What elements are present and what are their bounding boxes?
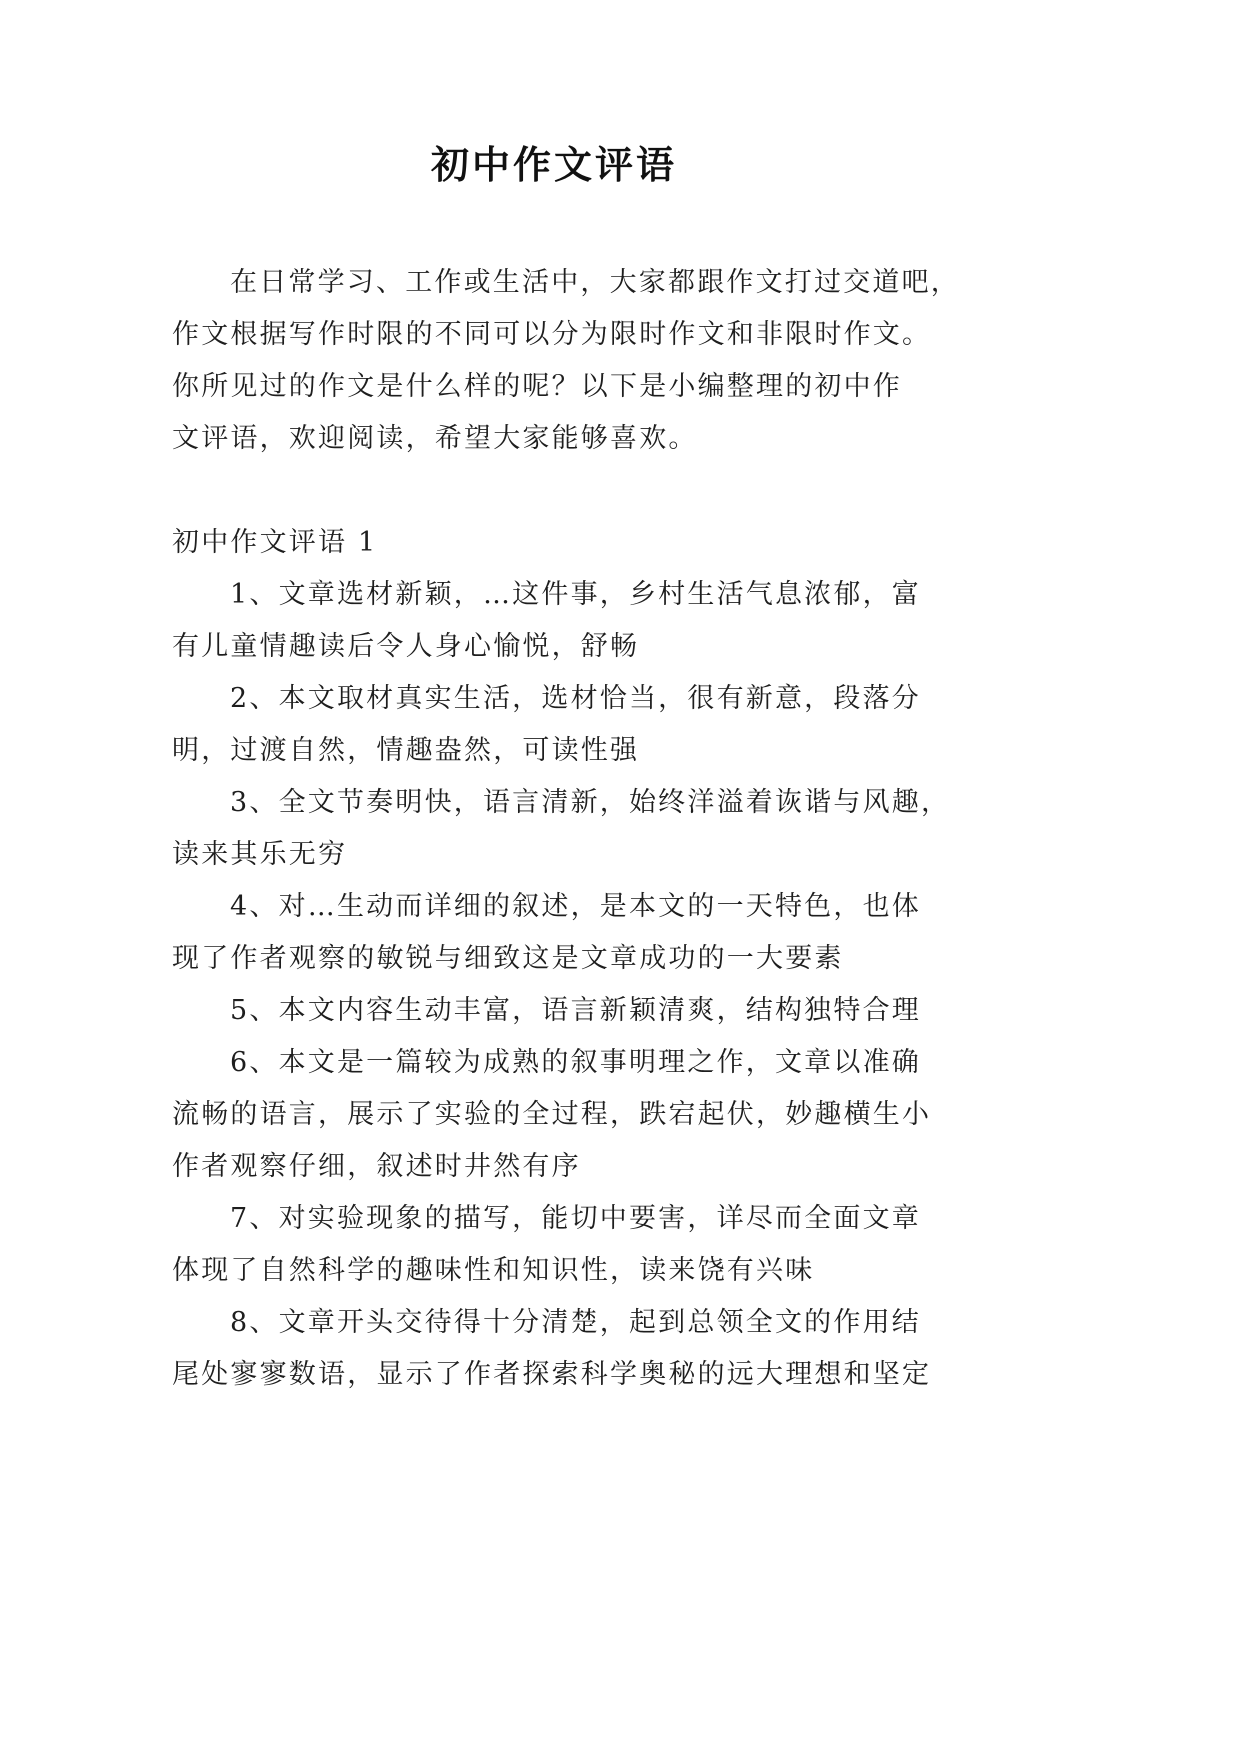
comment-item xyxy=(172,673,1072,777)
comment-line: 6、本文是一篇较为成熟的叙事明理之作，文章以准确 xyxy=(230,1047,921,1078)
comment-item xyxy=(172,881,1072,985)
intro-line: 作文根据写作时限的不同可以分为限时作文和非限时作文。 xyxy=(172,319,932,350)
comment-item xyxy=(172,1297,1072,1401)
comment-line: 现了作者观察的敏锐与细致这是文章成功的一大要素 xyxy=(172,943,844,974)
document-body xyxy=(172,257,1072,1401)
document-title: 初中作文评语 xyxy=(430,142,677,187)
intro-line: 文评语，欢迎阅读，希望大家能够喜欢。 xyxy=(172,423,698,454)
comment-item xyxy=(172,1193,1072,1297)
comment-line: 2、本文取材真实生活，选材恰当，很有新意，段落分 xyxy=(230,683,921,714)
comment-line: 作者观察仔细，叙述时井然有序 xyxy=(172,1151,581,1182)
comment-list xyxy=(172,569,1072,1401)
comment-item xyxy=(172,777,1072,881)
comment-line: 5、本文内容生动丰富，语言新颖清爽，结构独特合理 xyxy=(230,995,921,1026)
comment-line: 读来其乐无穷 xyxy=(172,839,348,870)
comment-line: 流畅的语言，展示了实验的全过程，跌宕起伏，妙趣横生小 xyxy=(172,1099,932,1130)
comment-line: 明，过渡自然，情趣盎然，可读性强 xyxy=(172,735,640,766)
comment-line: 体现了自然科学的趣味性和知识性，读来饶有兴味 xyxy=(172,1255,815,1286)
comment-line: 尾处寥寥数语，显示了作者探索科学奥秘的远大理想和坚定 xyxy=(172,1359,932,1390)
comment-item xyxy=(172,569,1072,673)
comment-line: 有儿童情趣读后令人身心愉悦，舒畅 xyxy=(172,631,640,662)
intro-line: 你所见过的作文是什么样的呢？以下是小编整理的初中作 xyxy=(172,371,902,402)
intro-line: 在日常学习、工作或生活中，大家都跟作文打过交道吧， xyxy=(230,267,960,298)
comment-line: 8、文章开头交待得十分清楚，起到总领全文的作用结 xyxy=(230,1307,921,1338)
comment-line: 3、全文节奏明快，语言清新，始终洋溢着诙谐与风趣， xyxy=(230,787,951,818)
section-heading: 初中作文评语 1 xyxy=(172,527,378,558)
comment-item xyxy=(172,1037,1072,1193)
comment-line: 7、对实验现象的描写，能切中要害，详尽而全面文章 xyxy=(230,1203,921,1234)
comment-item xyxy=(172,985,1072,1037)
comment-line: 4、对…生动而详细的叙述，是本文的一天特色，也体 xyxy=(230,891,921,922)
intro-paragraph xyxy=(172,257,1072,465)
comment-line: 1、文章选材新颖，…这件事，乡村生活气息浓郁，富 xyxy=(230,579,921,610)
